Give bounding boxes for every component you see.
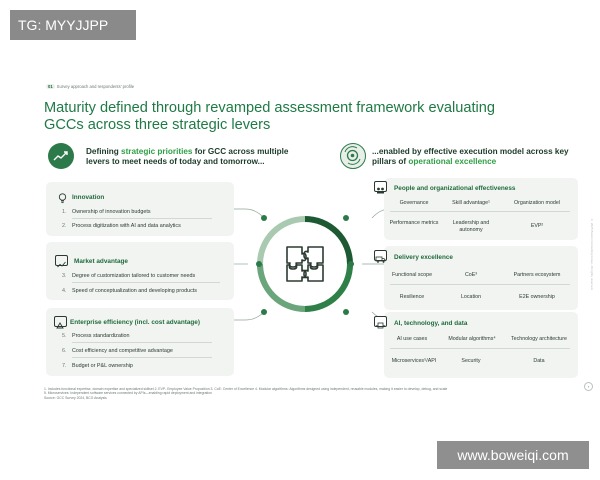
puzzle-icon [284, 244, 326, 284]
item-number: 4. [62, 288, 67, 294]
lightbulb-icon [56, 191, 69, 202]
pillar-cell: Performance metrics [389, 220, 439, 226]
efficiency-icon [54, 316, 67, 327]
left-header-highlight: strategic priorities [121, 147, 193, 156]
pillar-cell: Partners ecosystem [513, 272, 561, 278]
page-title: Maturity defined through revamped assessment framework evaluating GCCs across three strategic levers [44, 100, 496, 133]
slide [32, 68, 594, 408]
item-text: Cost efficiency and competitive advantage [72, 348, 173, 354]
item-text: Ownership of innovation budgets [72, 209, 151, 215]
item-text: Process digitization with AI and data analytics [72, 223, 181, 229]
footnotes [44, 387, 564, 400]
pillar-cell: E2E ownership [519, 294, 555, 300]
people-org-icon [374, 181, 387, 192]
right-header-prefix: ...enabled by effective execution model across key pillars of [372, 147, 569, 166]
lever-item [62, 348, 173, 354]
lever-title-innovation: Innovation [72, 194, 105, 201]
pillar-cell: Resilience [399, 294, 425, 300]
pillar-cell: Functional scope [391, 272, 433, 278]
ai-chip-icon [374, 316, 387, 327]
pillar-title-people-org: People and organizational effectiveness [394, 185, 516, 192]
left-header-prefix: Defining [86, 147, 122, 156]
pillar-cell: Governance [399, 200, 429, 206]
lever-title-enterprise-efficiency: Enterprise efficiency (incl. cost advantage) [70, 319, 200, 326]
right-header-highlight: operational excellence [408, 157, 497, 166]
item-text: Budget or P&L ownership [72, 363, 133, 369]
watermark: www.boweiqi.com [437, 441, 589, 469]
chart-board-icon [55, 255, 68, 266]
left-header-suffix: for GCC across multiple levers to meet needs of today and tomorrow... [86, 147, 289, 166]
pillar-title-ai-tech-data: AI, technology, and data [394, 320, 468, 327]
item-number: 7. [62, 363, 67, 369]
delivery-truck-icon [374, 250, 387, 261]
lever-item [62, 288, 197, 294]
item-number: 3. [62, 273, 67, 279]
tg-badge: TG: MYYJJPP [10, 10, 136, 40]
item-text: Degree of customization tailored to customer needs [72, 273, 196, 279]
page-number: 7 [584, 382, 593, 391]
footnote-source: Source: GCC Survey 2024, BCG Analysis [44, 395, 107, 400]
pillar-cell: Data [533, 358, 545, 364]
footnote: 1. Includes functional expertise, domain expertise and specialized skillset 2. EVP- Employee Value Proposition 3. CoE: Center of Excellence 4. Modular algorithms: Algorithms designed using independent, reusable modules, making it easier to develop, debug, and scale [44, 387, 448, 391]
pillar-cell: Organization model [514, 200, 560, 206]
lever-item [62, 223, 181, 229]
section-number: 01 [48, 84, 53, 89]
item-number: 5. [62, 333, 67, 339]
pillar-cell: Technology architecture [511, 336, 567, 342]
lever-item [62, 273, 195, 279]
pillar-title-delivery: Delivery excellence [394, 254, 453, 261]
section-label: Survey approach and respondents' profile [56, 84, 135, 89]
footnote: 5. Microservices: Independent software services connected by APIs—enabling rapid deployment and integration [44, 391, 212, 396]
pillar-cell: Location [460, 294, 482, 300]
item-text: Process standardization [72, 333, 130, 339]
pillar-cell: AI use cases [396, 336, 428, 342]
pillar-cell: Microservices⁵/API [391, 358, 437, 364]
pillar-cell: Leadership and autonomy [452, 220, 490, 233]
pillar-cell: Security [461, 358, 481, 364]
lever-item [62, 333, 130, 339]
item-number: 2. [62, 223, 67, 229]
lever-item [62, 363, 133, 369]
item-number: 1. [62, 209, 67, 215]
pillar-cell: Skill advantage¹ [452, 200, 490, 206]
pillar-cell: EVP² [530, 223, 544, 229]
copyright-text: © 2025 Boston Consulting Group. All rights reserved. [590, 218, 594, 291]
pillar-cell: CoE³ [464, 272, 478, 278]
item-text: Speed of conceptualization and developing products [72, 288, 197, 294]
item-number: 6. [62, 348, 67, 354]
lever-item [62, 209, 151, 215]
lever-title-market-advantage: Market advantage [74, 258, 128, 265]
pillar-cell: Modular algorithms⁴ [448, 336, 496, 342]
